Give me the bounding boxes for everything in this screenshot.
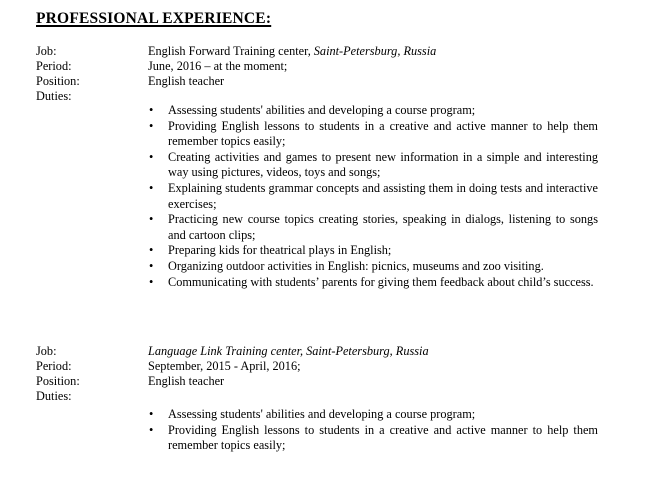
period-row (36, 59, 633, 74)
duty-item: • Organizing outdoor activities in English: picnics, museums and zoo visiting. (148, 259, 598, 275)
job-label: Job: (36, 44, 57, 58)
job-row (36, 344, 633, 359)
duty-item: • Preparing kids for theatrical plays in English; (148, 243, 598, 259)
job-label: Job: (36, 344, 57, 358)
duties-label: Duties: (36, 89, 72, 103)
period-value: September, 2015 - April, 2016; (148, 359, 301, 373)
job-block-1 (36, 44, 633, 104)
job-block-2 (36, 344, 633, 404)
duty-item: • Assessing students' abilities and developing a course program; (148, 407, 598, 423)
duty-item: • Practicing new course topics creating stories, speaking in dialogs, listening to songs and cartoon clips; (148, 212, 598, 243)
duty-item: • Communicating with students’ parents for giving them feedback about child’s success. (148, 275, 598, 291)
company-location: Saint-Petersburg, Russia (313, 44, 437, 58)
section-heading: PROFESSIONAL EXPERIENCE: (36, 10, 272, 27)
position-label: Position: (36, 74, 80, 88)
duties-list-2 (148, 407, 598, 454)
period-row (36, 359, 633, 374)
duty-item: • Explaining students grammar concepts and assisting them in doing tests and interactive exercises; (148, 181, 598, 212)
job-value (148, 44, 633, 59)
period-label: Period: (36, 59, 72, 73)
duty-item: • Providing English lessons to students in a creative and active manner to help them remember topics easily; (148, 423, 598, 454)
position-row (36, 74, 633, 89)
job-row (36, 44, 633, 59)
company-name: Language Link Training center, (148, 344, 304, 358)
duty-item: • Providing English lessons to students in a creative and active manner to help them remember topics easily; (148, 119, 598, 150)
position-value: English teacher (148, 374, 225, 388)
company-location: Saint-Petersburg, Russia (306, 344, 429, 358)
duty-item: • Creating activities and games to present new information in a simple and interesting way using pictures, videos, toys and songs; (148, 150, 598, 181)
job-value (148, 344, 633, 359)
duties-list-1 (148, 103, 598, 290)
period-label: Period: (36, 359, 72, 373)
company-name: English Forward Training center, (148, 44, 311, 58)
duties-row (36, 389, 633, 404)
position-value: English teacher (148, 74, 225, 88)
duties-label: Duties: (36, 389, 72, 403)
duty-item: • Assessing students' abilities and developing a course program; (148, 103, 598, 119)
position-label: Position: (36, 374, 80, 388)
period-value: June, 2016 – at the moment; (148, 59, 288, 73)
position-row (36, 374, 633, 389)
duties-row (36, 89, 633, 104)
